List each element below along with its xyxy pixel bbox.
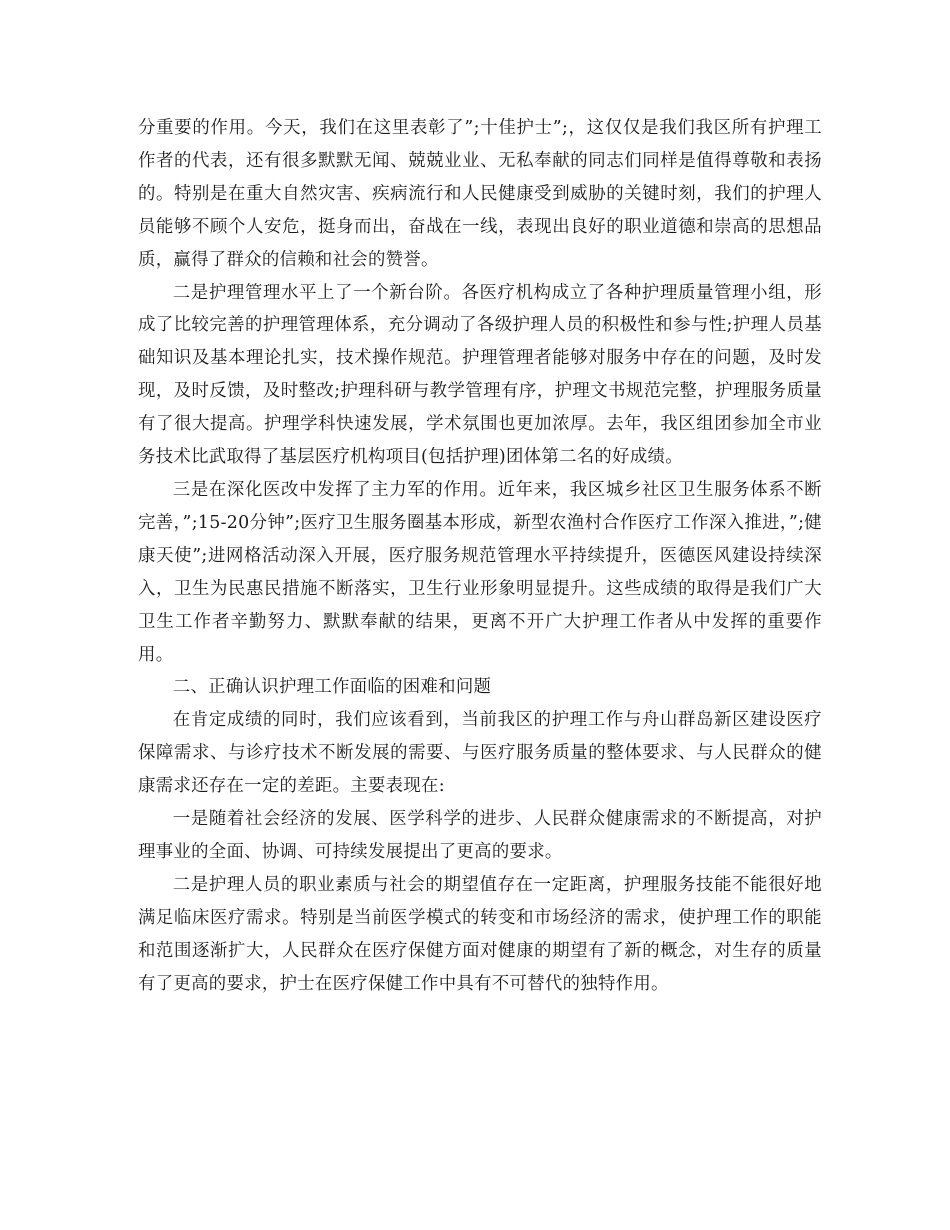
paragraph-nursing-management: 二是护理管理水平上了一个新台阶。各医疗机构成立了各种护理质量管理小组，形成了比较完善的护理管理体系，充分调动了各级护理人员的积极性和参与性;护理人员基础知识及基本理论扎实，技术操作规范。护理管理者能够对服务中存在的问题，及时发现，及时反馈，及时整改;护理科研与教学管理有序，护理文书规范完整，护理服务质量有了很大提高。护理学科快速发展，学术氛围也更加浓厚。去年，我区组团参加全市业务技术比武取得了基层医疗机构项目(包括护理)团体第二名的好成绩。 [138,282,822,468]
paragraph-point-two: 二是护理人员的职业素质与社会的期望值存在一定距离，护理服务技能不能很好地满足临床医疗需求。特别是当前医学模式的转变和市场经济的需求，使护理工作的职能和范围逐渐扩大，人民群众在医疗保健方面对健康的期望有了新的概念，对生存的质量有了更高的要求，护士在医疗保健工作中具有不可替代的独特作用。 [138,874,822,994]
paragraph-point-one: 一是随着社会经济的发展、医学科学的进步、人民群众健康需求的不断提高，对护理事业的全面、协调、可持续发展提出了更高的要求。 [138,809,822,862]
paragraph-healthcare-reform: 三是在深化医改中发挥了主力军的作用。近年来，我区城乡社区卫生服务体系不断完善，”;15-20分钟”;医疗卫生服务圈基本形成，新型农渔村合作医疗工作深入推进，”;健康天使”;进网格活动深入开展，医疗服务规范管理水平持续提升，医德医风建设持续深入，卫生为民惠民措施不断落实，卫生行业形象明显提升。这些成绩的取得是我们广大卫生工作者辛勤努力、默默奉献的结果，更离不开广大护理工作者从中发挥的重要作用。 [138,479,822,665]
document-body [138,112,822,1000]
paragraph-gaps-intro: 在肯定成绩的同时，我们应该看到，当前我区的护理工作与舟山群岛新区建设医疗保障需求、与诊疗技术不断发展的需要、与医疗服务质量的整体要求、与人民群众的健康需求还存在一定的差距。主要表现在: [138,710,822,797]
section-heading: 二、正确认识护理工作面临的困难和问题 [172,677,492,698]
paragraph-continuation: 分重要的作用。今天，我们在这里表彰了”;十佳护士”;，这仅仅是我们我区所有护理工作者的代表，还有很多默默无闻、兢兢业业、无私奉献的同志们同样是值得尊敬和表扬的。特别是在重大自然灾害、疾病流行和人民健康受到威胁的关键时刻，我们的护理人员能够不顾个人安危，挺身而出，奋战在一线，表现出良好的职业道德和崇高的思想品质，赢得了群众的信赖和社会的赞誉。 [138,118,822,270]
